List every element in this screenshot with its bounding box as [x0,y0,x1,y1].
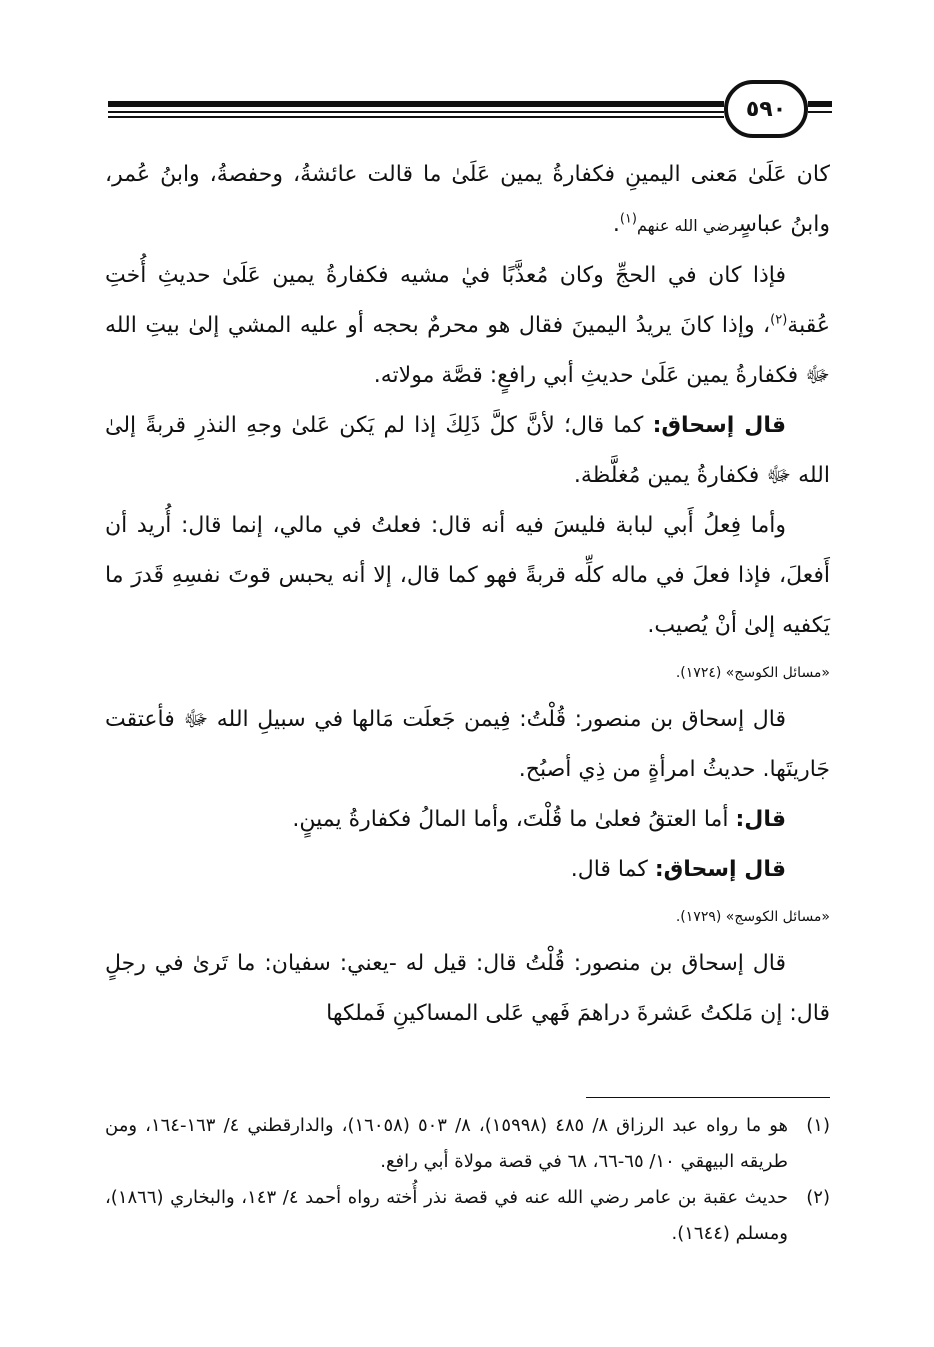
body-text [105,150,830,1039]
source-reference: «مسائل الكوسج» (١٧٢٤). [675,665,830,681]
paragraph [105,401,830,501]
footnote-number: (٢) [806,1187,830,1208]
speaker-label: قال: [735,807,786,832]
footnote-ref: (١) [619,211,637,227]
paragraph [105,695,830,795]
paragraph [105,939,830,1039]
footnote [105,1180,830,1252]
paragraph [105,251,830,401]
speaker-label: قال إسحاق: [654,857,786,882]
paragraph-text: أما العتقُ فعلىٰ ما قُلْتَ، وأما المالُ فكفارةُ يمينٍ. [292,807,736,832]
header-rule-thin [108,111,724,113]
paragraph-text: كما قال؛ لأنَّ كلَّ ذَلِكَ إذا لم يَكن عَلىٰ وجهِ النذرِ قربةً إلىٰ الله ﷻ فكفارةُ يمين مُغلَّظة. [105,413,830,488]
footnote-number: (١) [806,1115,830,1136]
footnote-separator [586,1097,830,1098]
paragraph-tail: ، وإذا كانَ يريدُ اليمينَ فقال هو محرمٌ بحجه أو عليه المشي إلىٰ بيتِ الله ﷻ فكفارةُ يمين عَلَىٰ حديثِ أبي رافعٍ: قصَّة مولاته. [105,313,830,388]
paragraph-text: فإذا كان في الحجِّ وكان مُعذَّبًا فيٰ مشيه فكفارةُ يمين عَلَىٰ حديثِ أُختِ عُقبة [105,263,830,338]
paragraph [105,150,830,251]
paragraph [105,795,830,845]
page-number-badge [724,80,808,138]
header-rule-thin [108,116,724,118]
header-rule-tail [808,111,832,113]
speaker-label: قال إسحاق: [652,413,786,438]
paragraph-text: قال إسحاق بن منصور: قُلْتُ قال: قيل له -يعني: سفيان: ما تَرىٰ في رجلٍ قال: إن مَلكتُ عَشرةَ دراهمَ فَهي عَلى المساكينِ فَملكها [105,951,830,1026]
footnote-ref: (٢) [770,312,788,328]
paragraph-text: كان عَلَىٰ مَعنى اليمينِ فكفارةُ يمين عَلَىٰ ما قالت عائشةُ، وحفصةُ، وابنُ عُمر، وابنُ عباسٍ [105,162,830,237]
source-reference: «مسائل الكوسج» (١٧٢٩). [675,909,830,925]
paragraph-text: وأما فِعلُ أَبي لبابة فليسَ فيه أنه قال: فعلتُ في مالي، إنما قال: أُريد أن أَفعلَ، فإذا فعلَ في ماله كلِّه قربةً فهو كما قال، إلا أنه يحبس قوتَ نفسِهِ قَدرَ ما يَكفيه إلىٰ أنْ يُصيب. [105,513,830,638]
paragraph-tail: . [612,212,620,237]
footnote-text: هو ما رواه عبد الرزاق ٨/ ٤٨٥ (١٥٩٩٨)، ٨/ ٥٠٣ (١٦٠٥٨)، والدارقطني ٤/ ١٦٣-١٦٤، ومن طريقه البيهقي ١٠/ ٦٥-٦٦، ٦٨ في قصة مولاة أبي رافع. [105,1115,788,1172]
footnotes [105,1108,830,1252]
page-number: ٥٩٠ [745,96,787,122]
honorific: رضي الله عنهم [636,216,739,235]
header-rule-tail [808,101,832,107]
paragraph [105,845,830,895]
footnote [105,1108,830,1180]
paragraph-text: كما قال. [570,857,655,882]
footnote-text: حديث عقبة بن عامر رضي الله عنه في قصة نذر أُخته رواه أحمد ٤/ ١٤٣، والبخاري (١٨٦٦)، ومسلم (١٦٤٤). [105,1187,788,1244]
page-header [0,0,934,140]
paragraph [105,501,830,651]
header-rule-thick [108,101,724,107]
paragraph-text: قال إسحاق بن منصور: قُلْتُ: فِيمن جَعلَت مَالها في سبيلِ الله ﷻ فأعتقت جَاريتَها. حديثُ امرأةٍ من ذِي أصبُح. [105,707,830,782]
